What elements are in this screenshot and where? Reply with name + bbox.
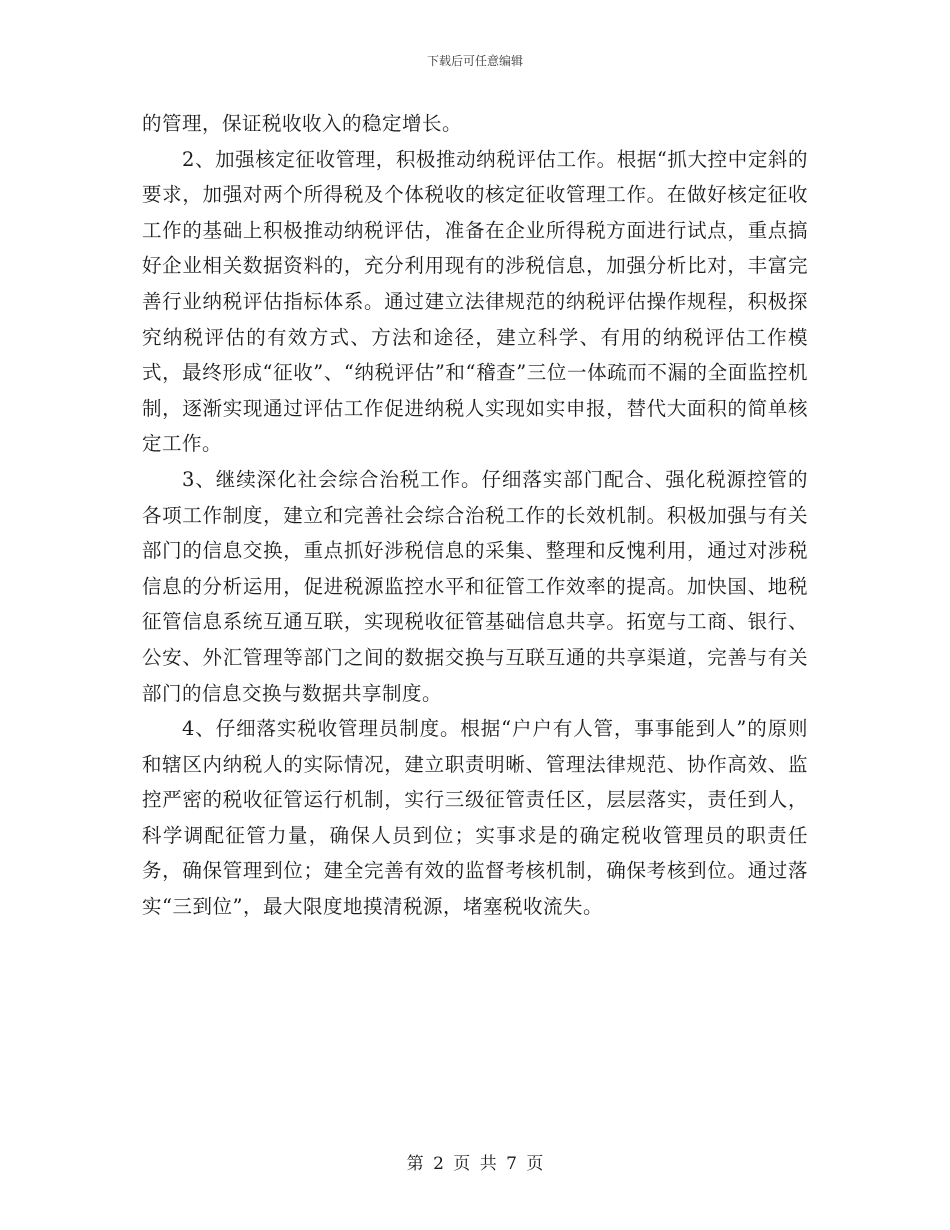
paragraph-item-3: 3、继续深化社会综合治税工作。仔细落实部门配合、强化税源控管的各项工作制度，建立和完善社会综合治税工作的长效机制。积极加强与有关部门的信息交换，重点抓好涉税信息的采集、整理和反愧利用，通过对涉税信息的分析运用，促进税源监控水平和征管工作效率的提高。加快国、地税征管信息系统互通互联，实现税收征管基础信息共享。拓宽与工商、银行、公安、外汇管理等部门之间的数据交换与互联互通的共享渠道，完善与有关部门的信息交换与数据共享制度。: [142, 467, 808, 705]
page-number: 第 2 页 共 7 页: [406, 1154, 544, 1174]
document-body: [142, 106, 808, 925]
paragraph-item-4: 4、仔细落实税收管理员制度。根据“户户有人管，事事能到人”的原则和辖区内纳税人的实际情况，建立职责明晰、管理法律规范、协作高效、监控严密的税收征管运行机制，实行三级征管责任区，层层落实，责任到人，科学调配征管力量，确保人员到位；实事求是的确定税收管理员的职责任务，确保管理到位；建全完善有效的监督考核机制，确保考核到位。通过落实“三到位”，最大限度地摸清税源，堵塞税收流失。: [142, 717, 808, 919]
paragraph-item-2: 2、加强核定征收管理，积极推动纳税评估工作。根据“抓大控中定斜的要求，加强对两个所得税及个体税收的核定征收管理工作。在做好核定征收工作的基础上积极推动纳税评估，准备在企业所得税方面进行试点，重点搞好企业相关数据资料的，充分利用现有的涉税信息，加强分析比对，丰富完善行业纳税评估指标体系。通过建立法律规范的纳税评估操作规程，积极探究纳税评估的有效方式、方法和途径，建立科学、有用的纳税评估工作模式，最终形成“征收”、“纳税评估”和“稽查”三位一体疏而不漏的全面监控机制，逐渐实现通过评估工作促进纳税人实现如实申报，替代大面积的简单核定工作。: [142, 147, 808, 456]
paragraph-continuation: 的管理，保证税收收入的稳定增长。: [142, 112, 463, 135]
header-note: 下载后可任意编辑: [426, 54, 523, 68]
